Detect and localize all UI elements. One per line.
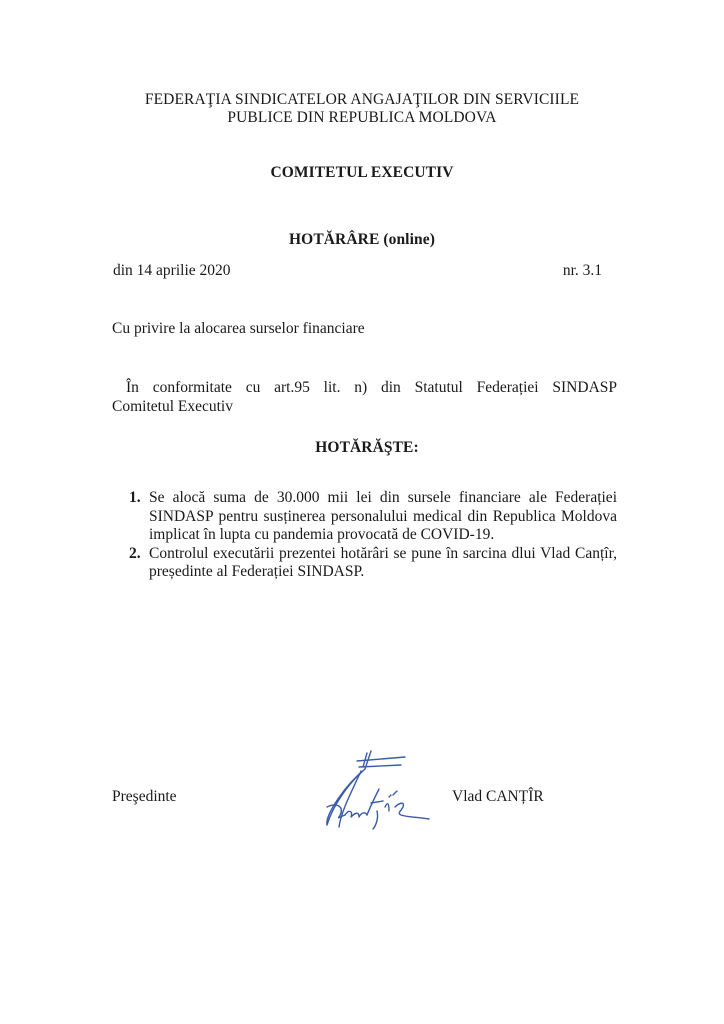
signatory-name: Vlad CANȚÎR <box>452 788 544 805</box>
decision-item <box>112 545 617 582</box>
signature-stroke <box>359 765 401 767</box>
executive-committee-title: COMITETUL EXECUTIV <box>270 164 454 181</box>
document-subject: Cu privire la alocarea surselor financiare <box>112 320 365 337</box>
decision-items <box>112 489 617 582</box>
signature-stroke <box>339 771 361 827</box>
signature-stroke <box>367 789 383 815</box>
item-text: Controlul executării prezentei hotărâri se pune în sarcina dlui Vlad Canțîr, președinte al Federației SINDASP. <box>149 544 617 580</box>
item-number: 1. <box>129 489 141 506</box>
organization-name-line1: FEDERAŢIA SINDICATELOR ANGAJAŢILOR DIN SERVICIILE <box>144 91 580 108</box>
preamble-line1: În conformitate cu art.95 lit. n) din Statutul Federației SINDASP <box>126 379 617 396</box>
signature-stroke <box>373 811 378 829</box>
signatory-title: Preşedinte <box>112 788 177 805</box>
decision-item <box>112 489 617 545</box>
signature-stroke <box>345 811 367 817</box>
document-number: nr. 3.1 <box>562 262 602 279</box>
item-number: 2. <box>129 544 141 562</box>
preamble-line2: Comitetul Executiv <box>112 398 233 415</box>
organization-name-line2: PUBLICE DIN REPUBLICA MOLDOVA <box>227 109 497 126</box>
signature-stroke <box>357 757 405 761</box>
preamble <box>112 378 617 416</box>
item-text: Se alocă suma de 30.000 mii lei din sursele financiare ale Federației SINDASP pentru susținerea personalului medical din Republica Moldova implicat în lupta cu pandemia provocată de COVID-19. <box>149 489 617 543</box>
decision-heading: HOTĂRĂŞTE: <box>315 439 419 456</box>
signature-stroke <box>393 791 397 795</box>
handwritten-signature <box>305 745 445 835</box>
signature-stroke <box>395 803 429 819</box>
signature-stroke <box>385 795 391 811</box>
document-type-title: HOTĂRÂRE (online) <box>289 231 435 248</box>
document-date: din 14 aprilie 2020 <box>113 262 231 279</box>
